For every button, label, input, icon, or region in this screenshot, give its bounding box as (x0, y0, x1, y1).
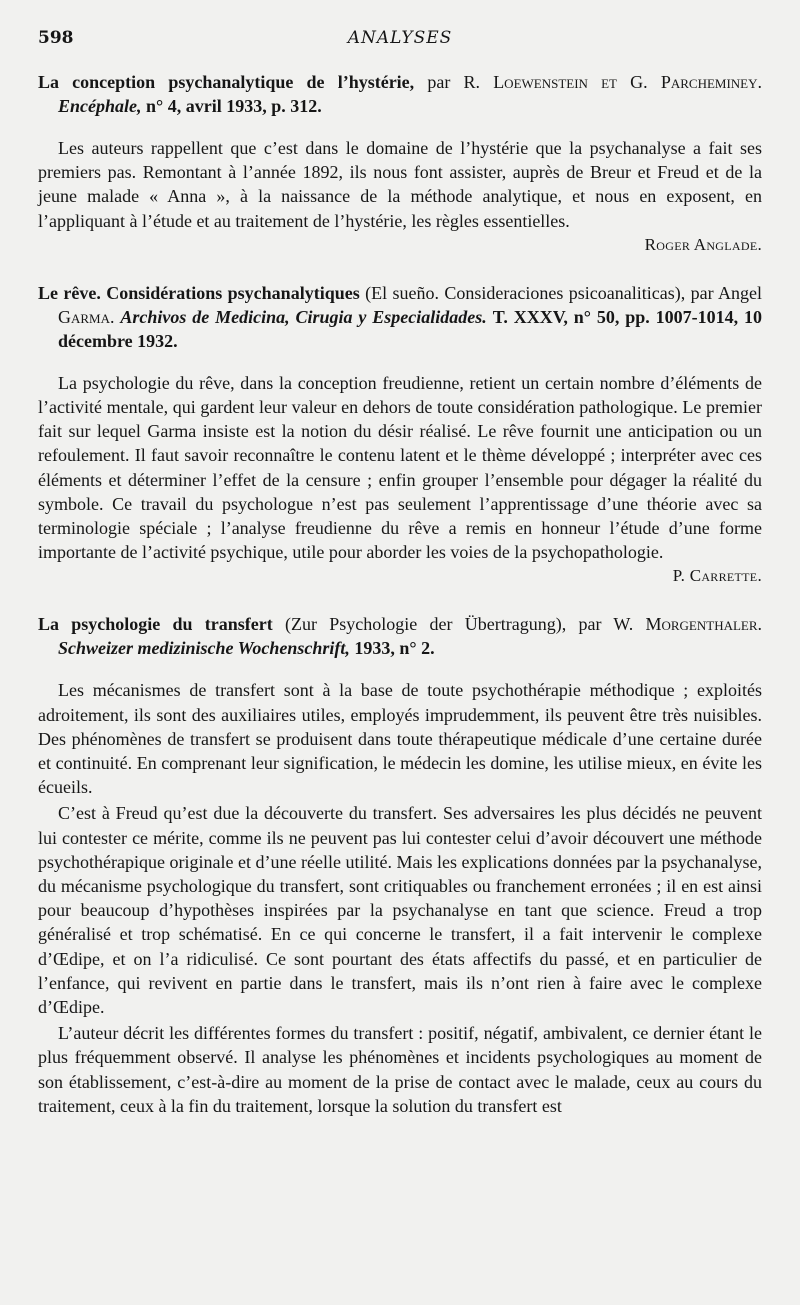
article-title: La conception psychanalytique de l’hystérie, (38, 72, 415, 92)
article-paragraph: C’est à Freud qu’est due la découverte du transfert. Ses adversaires les plus décidés ne peuvent lui contester ce mérite, comme ils ne peuvent pas lui contester celui d’avoir découvert une méthode psychothérapique originale et d’une réelle utilité. Mais les explications données par la psychanalyse, du mécanisme psychologique du transfert, sont critiquables ou franchement erronées ; il en est ainsi pour beaucoup d’hypothèses inspirées par la psychanalyse en tant que science. Freud a trop généralisé et trop schématisé. En ce qui concerne le transfert, il a fait intervenir le complexe d’Œdipe, et on l’a ridiculisé. Ce sont pourtant des états affectifs du passé, et en particulier de l’enfance, qui revivent en partie dans le transfert, mais ils n’ont rien à faire avec le complexe d’Œdipe. (38, 803, 762, 1018)
article-heading (38, 612, 762, 660)
running-head (38, 28, 762, 58)
article-heading (38, 281, 762, 353)
article-paragraph: Les auteurs rappellent que c’est dans le domaine de l’hystérie que la psychanalyse a fait ses premiers pas. Remontant à l’année 1892, ils nous font assister, auprès de Breur et Freud et de la jeune malade « Anna », à la naissance de la méthode analytique, et nous en exposent, en l’appliquant à l’étude et au traitement de l’hystérie, les règles essentielles. (38, 138, 762, 231)
article-authors: Garma. (58, 306, 115, 327)
article-subtitle: (Zur Psychologie der Übertragung), par W. (285, 614, 634, 635)
article-title: La psychologie du transfert (38, 614, 273, 635)
article-authors: R. Loewenstein et G. Parcheminey. (463, 72, 762, 92)
article-paragraph: L’auteur décrit les différentes formes du transfert : positif, négatif, ambivalent, ce dernier étant le plus fréquemment observé. Il analyse les phénomènes et incidents psychologiques au moment de son établissement, c’est-à-dire au moment de la prise de contact avec le malade, ceux au cours du traitement, ceux à la fin du traitement, lorsque la solution du transfert est (38, 1023, 762, 1116)
article-title: Le rêve. Considérations psychanalytiques (38, 282, 360, 303)
article-reference: 1933, n° 2. (354, 638, 435, 659)
article-authors: Morgenthaler. (645, 614, 763, 635)
article-journal: Archivos de Medicina, Cirugia y Especialidades. (120, 306, 487, 327)
article-journal: Schweizer medizinische Wochenschrift, (58, 638, 350, 659)
article-journal: Encéphale, (58, 96, 142, 116)
article-reference: T. XXXV, n° 50, pp. 1007-1014, 10 décembre 1932. (58, 306, 763, 351)
article-paragraph: Les mécanismes de transfert sont à la base de toute psychothérapie méthodique ; exploités adroitement, ils sont des auxiliaires utiles, employés imprudemment, ils peuvent être très nuisibles. Des phénomènes de transfert se produisent dans toute thérapeutique médicale d’une certaine durée et continuité. En comprenant leur signification, le médecin les domine, les utilise mieux, en évite les écueils. (38, 680, 762, 798)
article-dream (38, 281, 762, 587)
page-number: 598 (38, 28, 74, 48)
article-paragraph: La psychologie du rêve, dans la conception freudienne, retient un certain nombre d’éléments de l’activité mentale, qui gardent leur valeur en dehors de toute considération pathologique. Le premier fait sur lequel Garma insiste est la notion du désir réalisé. Le rêve fournit une anticipation ou un refoulement. Il faut savoir reconnaître le contenu latent et le thème développé ; interpréter avec ces éléments et déterminer l’effet de la censure ; enfin grouper l’ensemble pour dégager la réalité du symbole. Ce travail du psychologue n’est pas seulement l’apprentissage d’une théorie avec sa terminologie spéciale ; l’analyse freudienne du rêve a remis en honneur l’étude d’une forme importante de l’activité psychique, utile pour aborder les voies de la psychopathologie. (38, 372, 762, 563)
article-reference: n° 4, avril 1933, p. 312. (146, 96, 322, 116)
article-by: par (427, 72, 451, 92)
running-title: ANALYSES (347, 28, 453, 48)
article-hysteria (38, 70, 762, 255)
article-subtitle: (El sueño. Consideraciones psicoanaliticas), par Angel (365, 282, 763, 303)
article-heading (38, 70, 762, 118)
article-transfer (38, 612, 762, 1118)
article-signature: Roger Anglade. (644, 234, 762, 254)
article-signature: P. Carrette. (672, 566, 762, 586)
